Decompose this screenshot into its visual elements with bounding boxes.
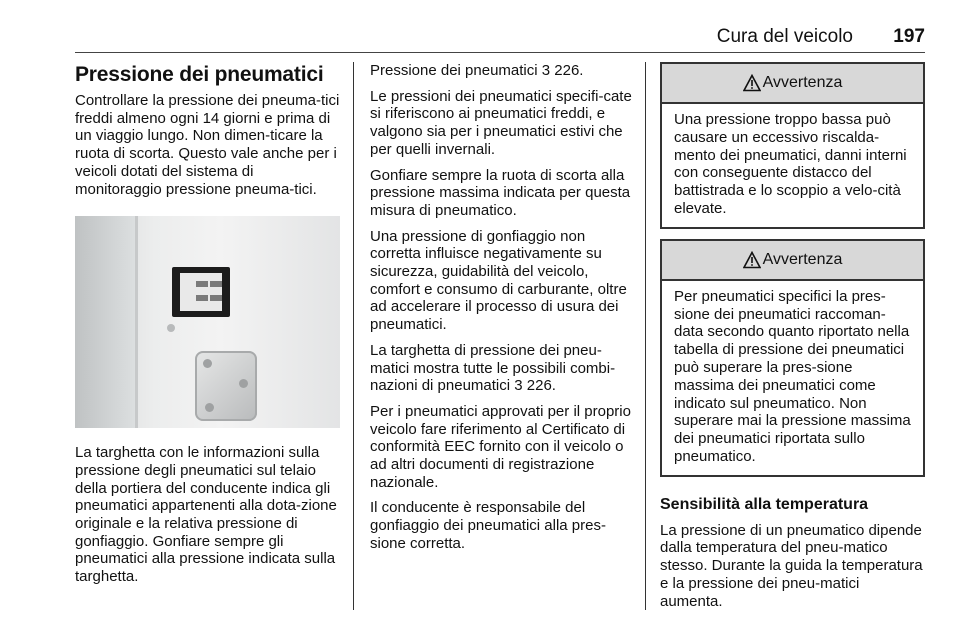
header-title: Cura del veicolo	[716, 26, 853, 47]
paragraph: La targhetta di pressione dei pneu-matici mostra tutte le possibili combi-nazioni di pneumatici 3 226.	[370, 341, 616, 395]
latch-bolt	[239, 379, 248, 388]
warning-title: Avvertenza	[762, 74, 843, 91]
warning-triangle-icon	[743, 74, 761, 92]
door-rivet	[167, 324, 175, 332]
door-seam	[135, 216, 138, 428]
column-1	[75, 62, 340, 586]
warning-box	[660, 239, 925, 477]
warning-text: Una pressione troppo bassa può causare un eccessivo riscalda-mento dei pneumatici, danni interni con conseguente distacco del battistrada e lo scoppio a velo-cità elevate.	[674, 111, 907, 217]
warning-title: Avvertenza	[762, 250, 843, 268]
warning-header	[662, 241, 923, 281]
column-3	[660, 62, 925, 610]
latch-bolt	[205, 403, 214, 412]
page-header	[75, 24, 925, 53]
paragraph: Gonfiare sempre la ruota di scorta alla pressione massima indicata per questa misura di pneumatico.	[370, 166, 631, 219]
warning-body	[662, 104, 923, 227]
column-divider	[645, 62, 646, 610]
paragraph: Le pressioni dei pneumatici specifi-cate si riferiscono ai pneumatici freddi, e valgono sia per i pneumatici estivi che per quelli invernali.	[370, 87, 632, 158]
label-cell	[196, 295, 208, 301]
column-2	[370, 62, 638, 553]
tire-pressure-label	[172, 267, 230, 317]
intro-paragraph: Controllare la pressione dei pneuma-tici freddi almeno ogni 14 giorni e prima di un viaggio lungo. Non dimen-ticare la ruota di scorta. Questo vale anche per i veicoli dotati del sistema di monitoraggio pressione pneuma-tici.	[75, 92, 340, 198]
paragraph: Il conducente è responsabile del gonfiaggio dei pneumatici alla pres-sione corretta.	[370, 499, 606, 552]
latch-bolt	[203, 359, 212, 368]
subsection-title: Sensibilità alla temperatura	[660, 495, 869, 513]
warning-triangle-icon	[743, 251, 761, 269]
tire-pressure-label-photo	[75, 216, 340, 428]
label-cell	[210, 281, 222, 287]
label-cell	[210, 295, 222, 301]
door-pillar-shade	[75, 216, 135, 428]
label-table	[180, 273, 222, 311]
door-latch	[195, 351, 257, 421]
column-divider	[353, 62, 354, 610]
paragraph: Pressione dei pneumatici 3 226.	[370, 62, 584, 79]
warning-box	[660, 62, 925, 229]
paragraph: Per i pneumatici approvati per il proprio veicolo fare riferimento al Certificato di conformità EEC fornito con il veicolo o ad altri documenti di registrazione nazionale.	[370, 402, 631, 491]
paragraph: Una pressione di gonfiaggio non corretta influisce negativamente su sicurezza, guidabilità del veicolo, comfort e consumo di carburante, oltre ad accelerare il processo di usura dei pneumatici.	[370, 227, 627, 334]
label-cell	[196, 281, 208, 287]
page-number: 197	[893, 26, 925, 47]
section-title: Pressione dei pneumatici	[75, 63, 324, 86]
temperature-paragraph: La pressione di un pneumatico dipende dalla temperatura del pneu-matico stesso. Durante la guida la temperatura e la pressione dei pneu-matici aumenta.	[660, 521, 923, 610]
warning-text: Per pneumatici specifici la pres-sione dei pneumatici raccoman-data secondo quanto riportato nella tabella di pressione dei pneumatici può superare la pres-sione massima dei pneumatici come indicato sul pneumatico. Non superare mai la pressione massima dei pneumatici riportata sullo pneumatico.	[674, 287, 911, 465]
warning-header	[662, 64, 923, 104]
photo-caption: La targhetta con le informazioni sulla pressione degli pneumatici sul telaio della portiera del conducente indica gli pneumatici appartenenti alla dota-zione originale e la relativa pressione di gonfiaggio. Gonfiare sempre gli pneumatici alla pressione indicata sulla targhetta.	[75, 444, 337, 586]
warning-body	[662, 281, 923, 475]
